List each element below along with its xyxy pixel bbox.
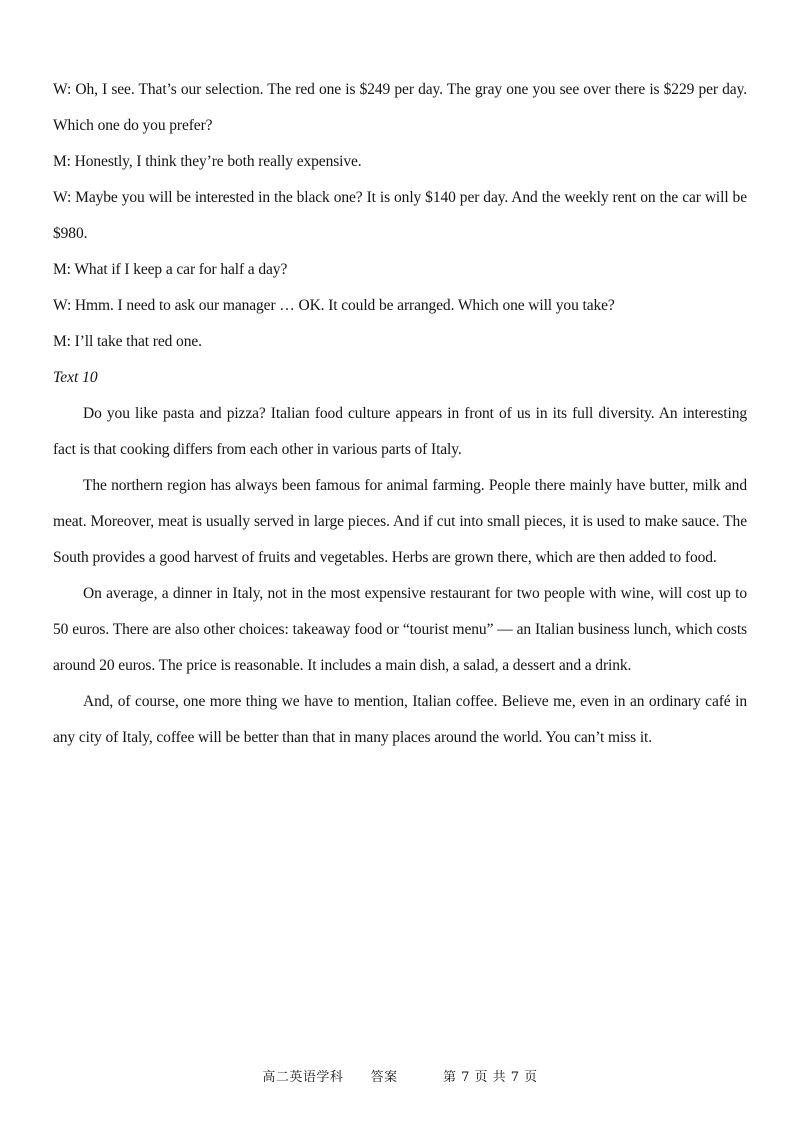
- footer-page-info: 第 7 页 共 7 页: [442, 1070, 538, 1085]
- section-heading: Text 10: [53, 369, 98, 386]
- dialog-line: W: Maybe you will be interested in the black one? It is only $140 per day. And the weekly rent on the car will be $980.: [53, 189, 747, 242]
- paragraph: On average, a dinner in Italy, not in the most expensive restaurant for two people with wine, will cost up to 50 euros. There are also other choices: takeaway food or “tourist menu” — an Italian business lunch, which costs around 20 euros. The price is reasonable. It includes a main dish, a salad, a dessert and a drink.: [53, 585, 747, 674]
- dialog-line: M: What if I keep a car for half a day?: [53, 261, 288, 278]
- dialog-line: W: Oh, I see. That’s our selection. The red one is $249 per day. The gray one you see over there is $229 per day. Which one do you prefer?: [53, 81, 747, 134]
- dialog-line: M: I’ll take that red one.: [53, 333, 202, 350]
- page-footer: [0, 1066, 800, 1085]
- dialog-line: W: Hmm. I need to ask our manager … OK. It could be arranged. Which one will you take?: [53, 297, 615, 314]
- footer-subject: 高二英语学科: [262, 1070, 344, 1085]
- document-body: [53, 72, 747, 756]
- dialog-line: M: Honestly, I think they’re both really expensive.: [53, 153, 362, 170]
- paragraph: And, of course, one more thing we have to mention, Italian coffee. Believe me, even in an ordinary café in any city of Italy, coffee will be better than that in many places around the world. You can’t miss it.: [53, 693, 747, 746]
- paragraph: Do you like pasta and pizza? Italian food culture appears in front of us in its full diversity. An interesting fact is that cooking differs from each other in various parts of Italy.: [53, 405, 747, 458]
- paragraph: The northern region has always been famous for animal farming. People there mainly have butter, milk and meat. Moreover, meat is usually served in large pieces. And if cut into small pieces, it is used to make sauce. The South provides a good harvest of fruits and vegetables. Herbs are grown there, which are then added to food.: [53, 477, 747, 566]
- footer-label: 答案: [370, 1070, 398, 1085]
